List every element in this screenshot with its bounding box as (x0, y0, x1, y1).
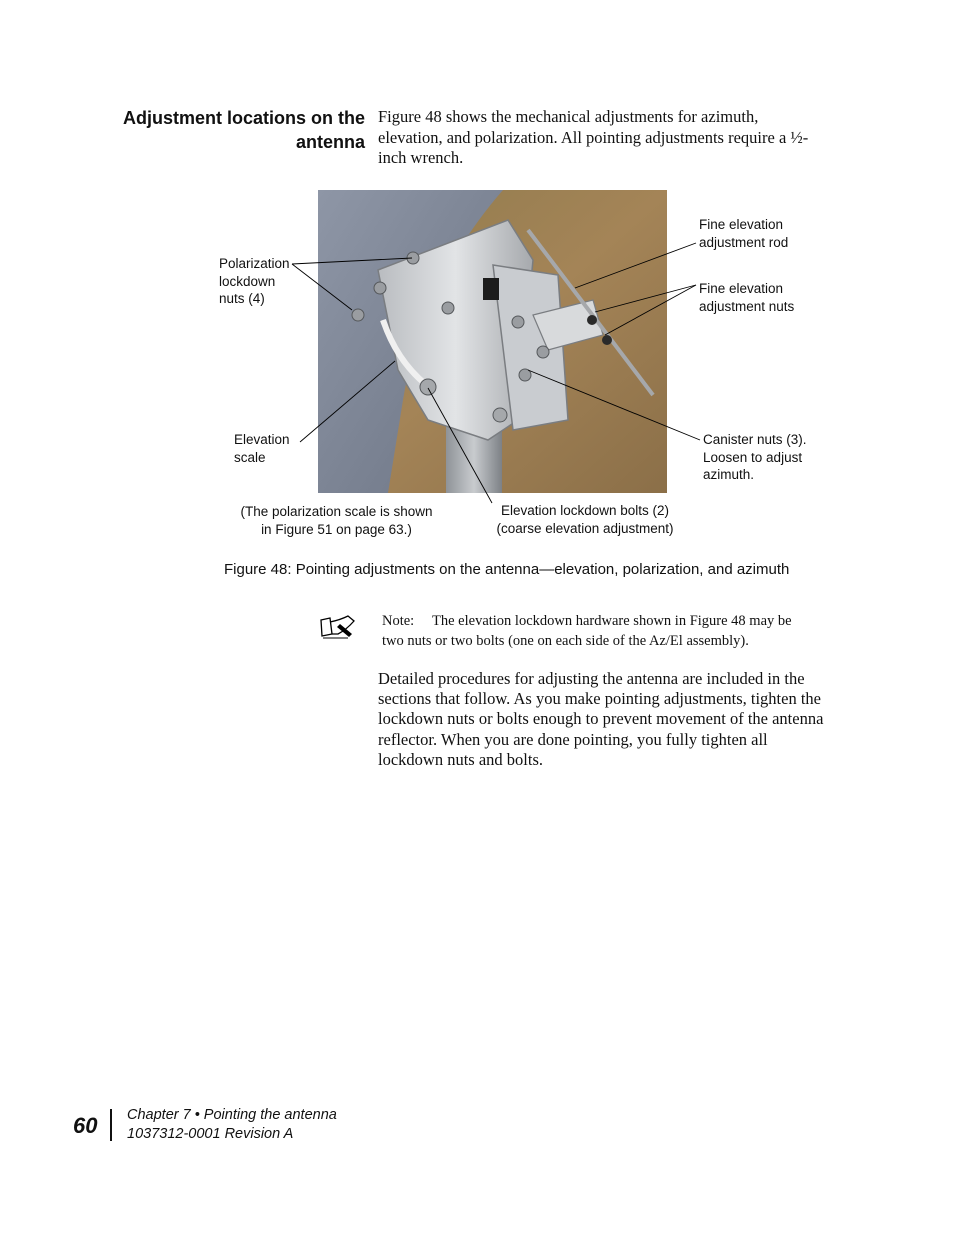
figure-caption: Figure 48: Pointing adjustments on the antenna—elevation, polarization, and azimuth (224, 561, 790, 578)
callout-canister-nuts: Canister nuts (3). Loosen to adjust azimuth. (703, 432, 807, 482)
leader-line (605, 285, 696, 335)
note-pencil-icon (318, 612, 356, 640)
leader-line (300, 361, 395, 442)
callout-polarization-nuts: Polarization lockdown nuts (4) (219, 256, 290, 306)
note (382, 612, 812, 651)
note-label: Note: (382, 613, 415, 629)
callout-fine-elevation-rod: Fine elevation adjustment rod (699, 217, 789, 250)
callout-elevation-scale: Elevation scale (234, 432, 290, 465)
callout-fine-elevation-nuts: Fine elevation adjustment nuts (699, 281, 795, 314)
footer-divider (110, 1109, 112, 1141)
leader-line (575, 243, 696, 288)
figure-48 (200, 185, 840, 545)
leader-line (428, 388, 492, 503)
callout-polarization-scale-note: (The polarization scale is shown in Figure 51 on page 63.) (240, 504, 433, 537)
note-text: The elevation lockdown hardware shown in Figure 48 may be two nuts or two bolts (one on each side of the Az/El assembly). (382, 613, 792, 649)
intro-paragraph: Figure 48 shows the mechanical adjustments for azimuth, elevation, and polarization. All pointing adjustments require a ½-inch wrench. (378, 107, 809, 167)
footer-doc-id: 1037312-0001 Revision A (127, 1126, 294, 1142)
body-paragraph: Detailed procedures for adjusting the antenna are included in the sections that follow. As you make pointing adjustments, tighten the lockdown nuts or bolts enough to prevent movement of the antenna reflector. When you are done pointing, you fully tighten all lockdown nuts and bolts. (378, 669, 824, 769)
leader-line (595, 285, 696, 312)
section-heading: Adjustment locations on the antenna (122, 108, 365, 152)
footer-chapter: Chapter 7 • Pointing the antenna (127, 1107, 337, 1123)
callout-elevation-bolts: Elevation lockdown bolts (2) (coarse elevation adjustment) (496, 503, 674, 536)
page-number: 60 (73, 1113, 98, 1138)
leader-line (292, 264, 352, 310)
footer (127, 1106, 337, 1144)
leader-line (292, 258, 412, 264)
leader-line (528, 370, 700, 440)
